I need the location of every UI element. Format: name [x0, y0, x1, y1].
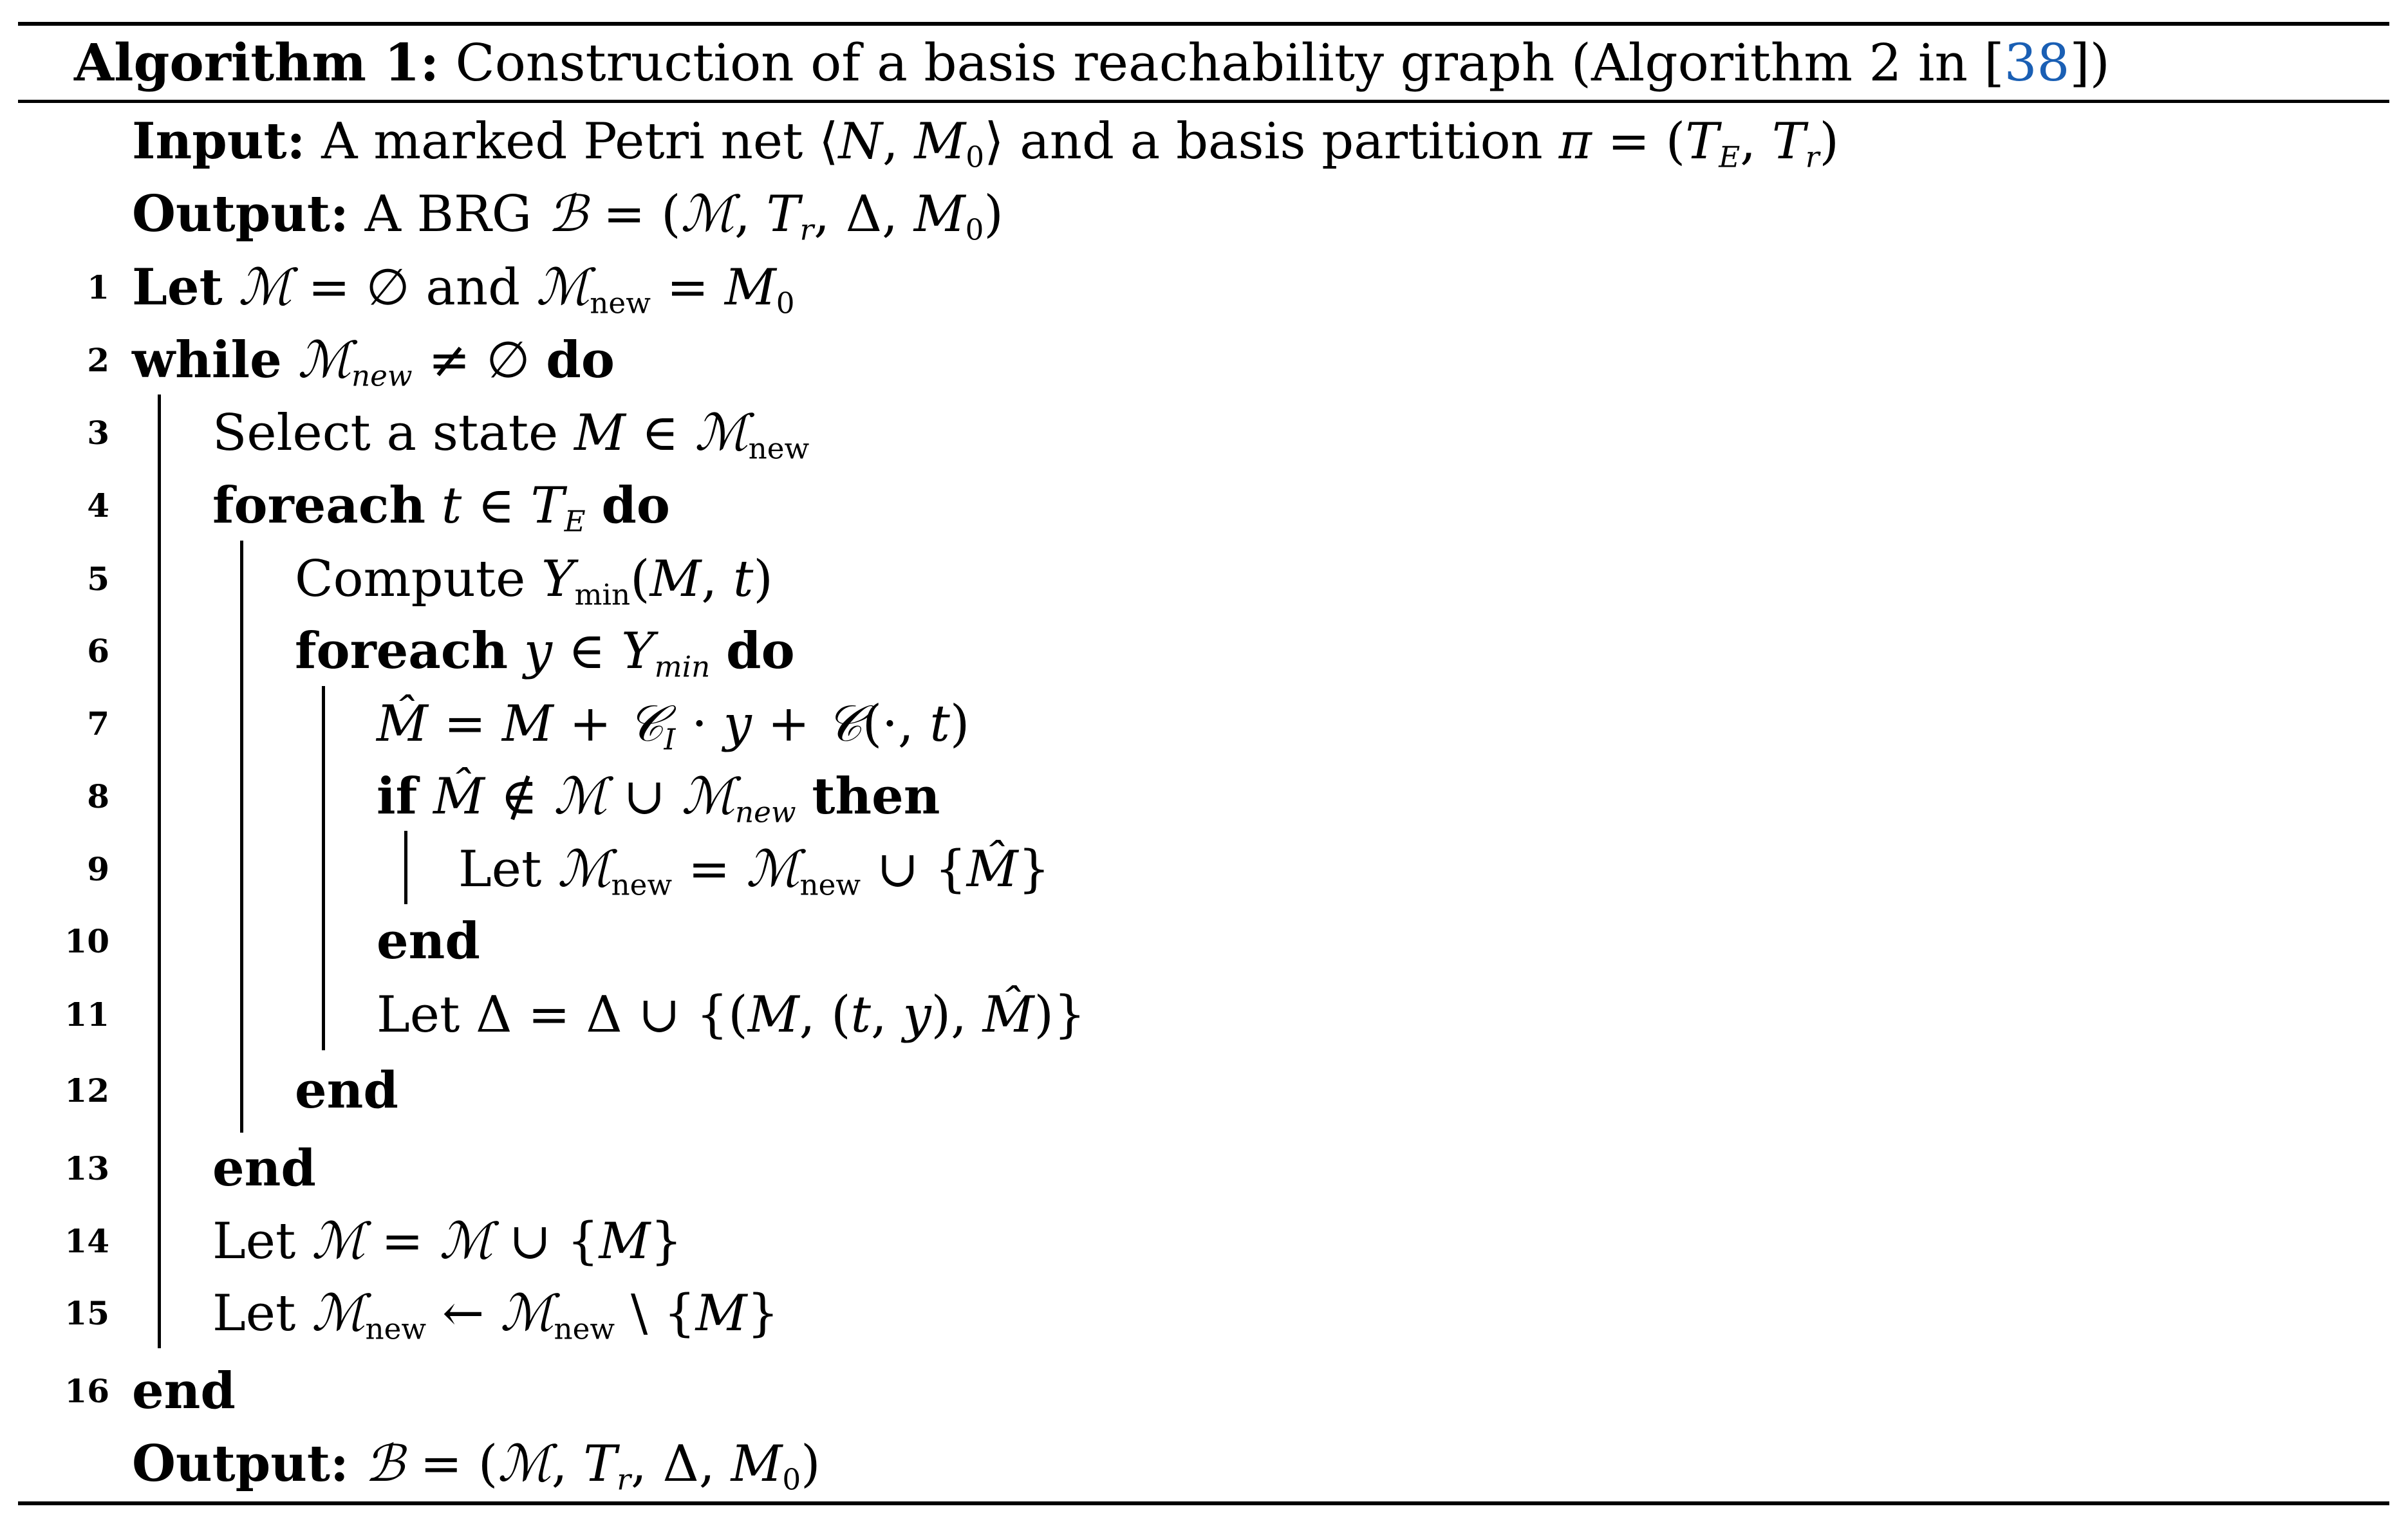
keyword-do: do [601, 476, 670, 535]
caption-label: Algorithm 1: [74, 32, 440, 93]
keyword-do: do [726, 622, 795, 680]
line-5-text: Compute $Y_{min}(M$, t) [295, 550, 773, 612]
line-number: 15 [64, 1294, 109, 1332]
line-number: 5 [87, 560, 109, 598]
line-number: 7 [87, 705, 109, 743]
line-7-text: M̂ = M + 𝒞I · y + 𝒞(·, t) [377, 695, 970, 757]
line-number: 10 [64, 922, 109, 960]
line-number: 8 [87, 777, 109, 815]
line-number: 12 [64, 1072, 109, 1109]
line-15-text: Let ℳ$_{new}$ ← ℳ$_{new}$ \ {M} [212, 1285, 779, 1346]
keyword-end: end [132, 1362, 236, 1420]
keyword-end: end [377, 912, 480, 970]
input-text: A marked Petri net ⟨N, $M_0⟩$ and a basis partition π = (TE, Tr) [321, 113, 1839, 174]
keyword-while: while [132, 331, 282, 389]
keyword-foreach: foreach [212, 476, 426, 535]
foreach-t-block-bar [240, 541, 243, 1133]
input-label: Input: [132, 112, 306, 171]
caption-text: Construction of a basis reachability graph (Algorithm 2 in [ [455, 33, 2004, 93]
keyword-do: do [546, 331, 615, 389]
keyword-if: if [377, 767, 418, 826]
line-number: 3 [87, 414, 109, 452]
line-11-text: Let Δ = Δ ∪ {(M, (t, y), M̂)} [377, 986, 1086, 1044]
line-8-text: M̂ ∉ ℳ ∪ ℳnew [433, 768, 796, 830]
line-number: 13 [64, 1149, 109, 1187]
while-block-bar [158, 394, 161, 1348]
keyword-foreach: foreach [295, 622, 509, 680]
foreach-y-block-bar [322, 686, 325, 1050]
if-block-bar [404, 831, 407, 904]
line-2-text: ℳnew ≠ ∅ [297, 331, 530, 393]
caption-rule [18, 100, 2389, 103]
line-number: 1 [87, 268, 109, 306]
output-header-text: A BRG ℬ = (ℳ, Tr, Δ, $M_0$) [364, 185, 1003, 247]
line-number: 11 [64, 996, 109, 1034]
line-number: 6 [87, 632, 109, 670]
line-number: 9 [87, 850, 109, 888]
bottom-rule [18, 1501, 2389, 1505]
line-number: 16 [64, 1372, 109, 1410]
output-footer-label: Output: [132, 1434, 349, 1493]
line-14-text: Let ℳ = ℳ ∪ {M} [212, 1212, 682, 1270]
top-rule [18, 22, 2389, 26]
line-3-text: Select a state M ∈ ℳ$_{new}$ [212, 404, 810, 466]
citation-link[interactable]: 38 [2004, 33, 2070, 93]
keyword-let: Let [132, 258, 223, 317]
line-4-text: t ∈ TE [441, 477, 586, 539]
line-1-text: ℳ = ∅ and ℳ$_{new}$ = $M_0$ [238, 259, 795, 320]
algorithm-caption [74, 27, 2110, 98]
output-footer-text: ℬ = (ℳ, Tr, Δ, $M_0$) [364, 1435, 821, 1497]
line-6-text: y ∈ Ymin [523, 622, 711, 684]
keyword-then: then [812, 767, 940, 826]
keyword-end: end [295, 1061, 398, 1120]
caption-close: ]) [2069, 33, 2110, 93]
line-number: 4 [87, 487, 109, 524]
keyword-end: end [212, 1139, 316, 1198]
line-number: 2 [87, 341, 109, 379]
output-header-label: Output: [132, 185, 349, 243]
line-number: 14 [64, 1222, 109, 1260]
line-9-text: Let ℳ$_{new}$ = ℳ$_{new}$ ∪ {M̂} [458, 840, 1050, 902]
